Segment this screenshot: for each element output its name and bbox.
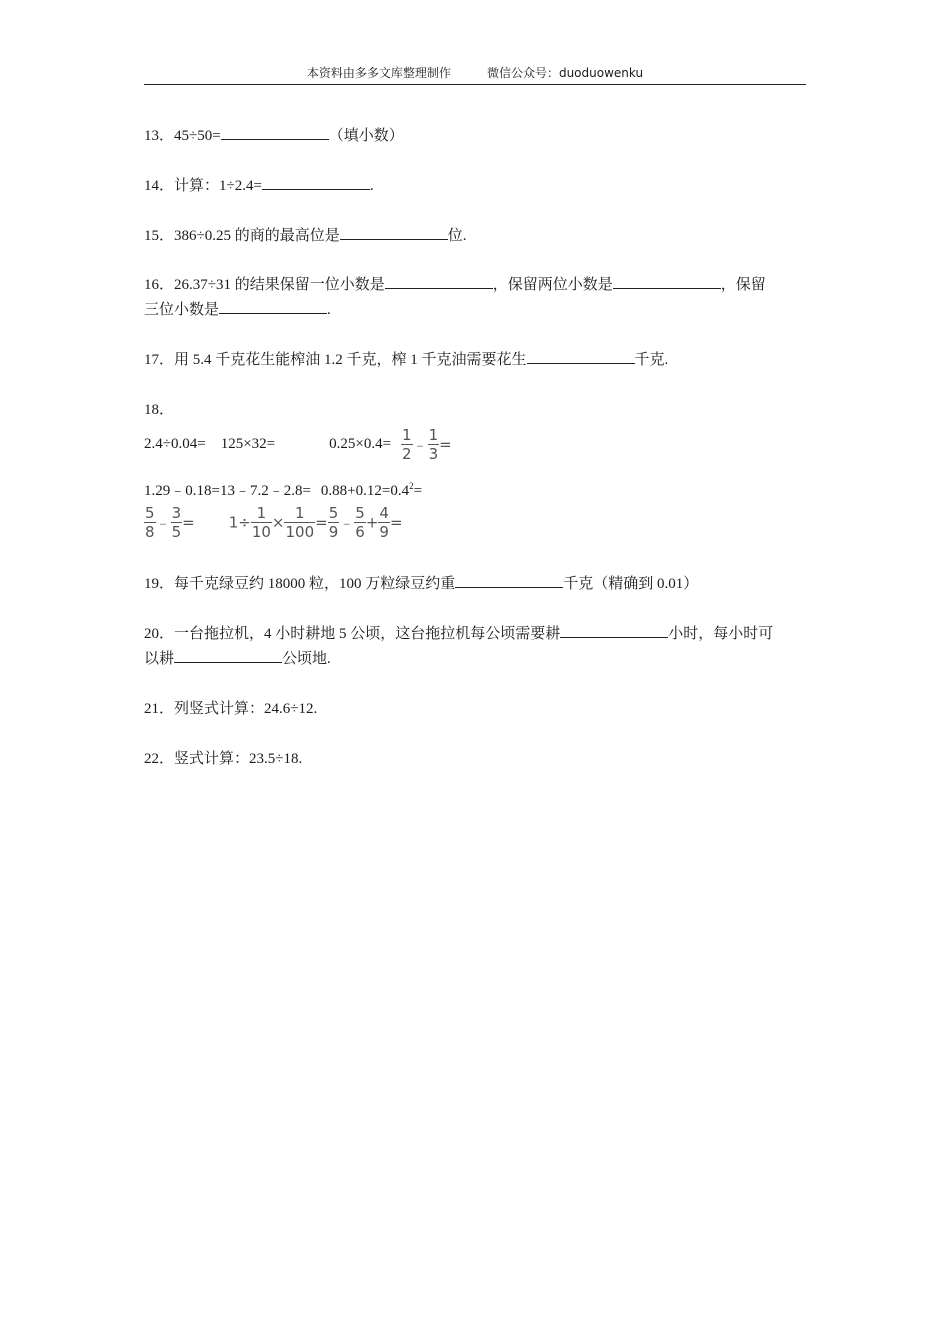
fraction-5-6: $\frac{5}{6}$ <box>355 504 365 541</box>
question-21 <box>144 697 806 722</box>
fraction-1-2: $\frac{1}{2}$ <box>402 426 412 463</box>
fraction-1-100: $\frac{1}{100}$ <box>285 504 315 541</box>
exponent: 2 <box>409 481 414 491</box>
question-tail: . <box>369 178 374 194</box>
equals-sign: = <box>182 513 195 532</box>
header-wechat-label: 微信公众号： <box>486 66 559 80</box>
q18-row-1 <box>144 426 452 463</box>
q18-row-2 <box>144 476 422 501</box>
header-source: 本资料由多多文库整理制作 <box>306 66 451 80</box>
question-text: 45÷50= <box>174 128 221 144</box>
answer-blank[interactable] <box>174 647 282 663</box>
question-number: 13． <box>144 128 175 144</box>
question-14 <box>144 174 806 199</box>
question-text: 一台拖拉机，4 小时耕地 5 公顷，这台拖拉机每公顷需要耕 <box>174 626 561 642</box>
fraction-1-3: $\frac{1}{3}$ <box>428 426 439 463</box>
question-16 <box>144 273 806 323</box>
fraction-4-9: $\frac{4}{9}$ <box>379 504 389 541</box>
q18-row-3 <box>144 504 403 541</box>
answer-blank[interactable] <box>560 622 668 638</box>
question-tail: . <box>327 302 331 318</box>
question-text: 列竖式计算：24.6÷12. <box>174 701 318 717</box>
divide-sign: ÷ <box>238 513 251 532</box>
calc-item: = <box>413 483 423 499</box>
question-text: 小时，每小时可 <box>668 626 774 642</box>
question-13 <box>144 124 806 149</box>
number-one: 1 <box>228 513 239 532</box>
question-text: ，保留 <box>720 277 766 293</box>
question-15 <box>144 224 806 249</box>
question-number: 16． <box>144 277 175 293</box>
calc-item: 125×32= <box>220 435 276 452</box>
question-number: 20． <box>144 626 175 642</box>
fraction-5-9: $\frac{5}{9}$ <box>328 504 339 541</box>
answer-blank[interactable] <box>613 273 721 289</box>
header-wechat-handle: duoduowenku <box>558 66 644 80</box>
question-text: 用 5.4 千克花生能榨油 1.2 千克，榨 1 千克油需要花生 <box>174 352 527 368</box>
answer-blank[interactable] <box>527 348 635 364</box>
question-text: 竖式计算：23.5÷18. <box>174 751 303 767</box>
answer-blank[interactable] <box>219 298 327 314</box>
question-tail: 位. <box>447 228 467 244</box>
equals-sign: = <box>315 513 328 532</box>
minus-sign: ﹣ <box>412 435 428 454</box>
question-text: 三位小数是 <box>144 302 220 318</box>
page-header <box>144 64 806 85</box>
minus-sign: ﹣ <box>339 513 355 532</box>
question-tail: 千克（精确到 0.01） <box>563 576 699 592</box>
question-number: 18． <box>144 402 175 418</box>
question-text: ，保留两位小数是 <box>492 277 613 293</box>
question-number: 22． <box>144 751 175 767</box>
answer-blank[interactable] <box>385 273 493 289</box>
question-17 <box>144 348 806 373</box>
question-tail: （填小数） <box>328 128 404 144</box>
question-text: 以耕 <box>144 651 175 667</box>
answer-blank[interactable] <box>221 124 329 140</box>
equals-sign: = <box>439 435 452 454</box>
question-20 <box>144 622 806 672</box>
calc-item: 1.29﹣0.18=13﹣7.2﹣2.8= <box>144 483 311 499</box>
question-text: 计算：1÷2.4= <box>174 178 262 194</box>
calc-item: 0.88+0.12=0.4 <box>320 483 410 499</box>
question-number: 14． <box>144 178 175 194</box>
question-text: 每千克绿豆约 18000 粒，100 万粒绿豆约重 <box>174 576 456 592</box>
question-19 <box>144 572 806 597</box>
question-22 <box>144 747 806 772</box>
fraction-1-10: $\frac{1}{10}$ <box>251 504 271 541</box>
question-number: 17． <box>144 352 175 368</box>
plus-sign: + <box>365 513 379 532</box>
minus-sign: ﹣ <box>155 513 171 532</box>
answer-blank[interactable] <box>262 174 370 190</box>
question-text: 386÷0.25 的商的最高位是 <box>174 228 340 244</box>
question-tail: 千克. <box>634 352 669 368</box>
calc-item: 0.25×0.4= <box>329 435 392 452</box>
calc-item: 2.4÷0.04= <box>144 435 206 452</box>
equals-sign: = <box>389 513 403 532</box>
answer-blank[interactable] <box>340 224 448 240</box>
answer-blank[interactable] <box>455 572 563 588</box>
fraction-5-8: $\frac{5}{8}$ <box>145 504 155 541</box>
fraction-3-5: $\frac{3}{5}$ <box>171 504 182 541</box>
question-number: 15． <box>144 228 175 244</box>
times-sign: × <box>271 513 285 532</box>
question-18-number <box>144 398 806 423</box>
question-tail: 公顷地. <box>282 651 331 667</box>
question-text: 26.37÷31 的结果保留一位小数是 <box>174 277 385 293</box>
question-number: 19． <box>144 576 175 592</box>
question-number: 21． <box>144 701 175 717</box>
